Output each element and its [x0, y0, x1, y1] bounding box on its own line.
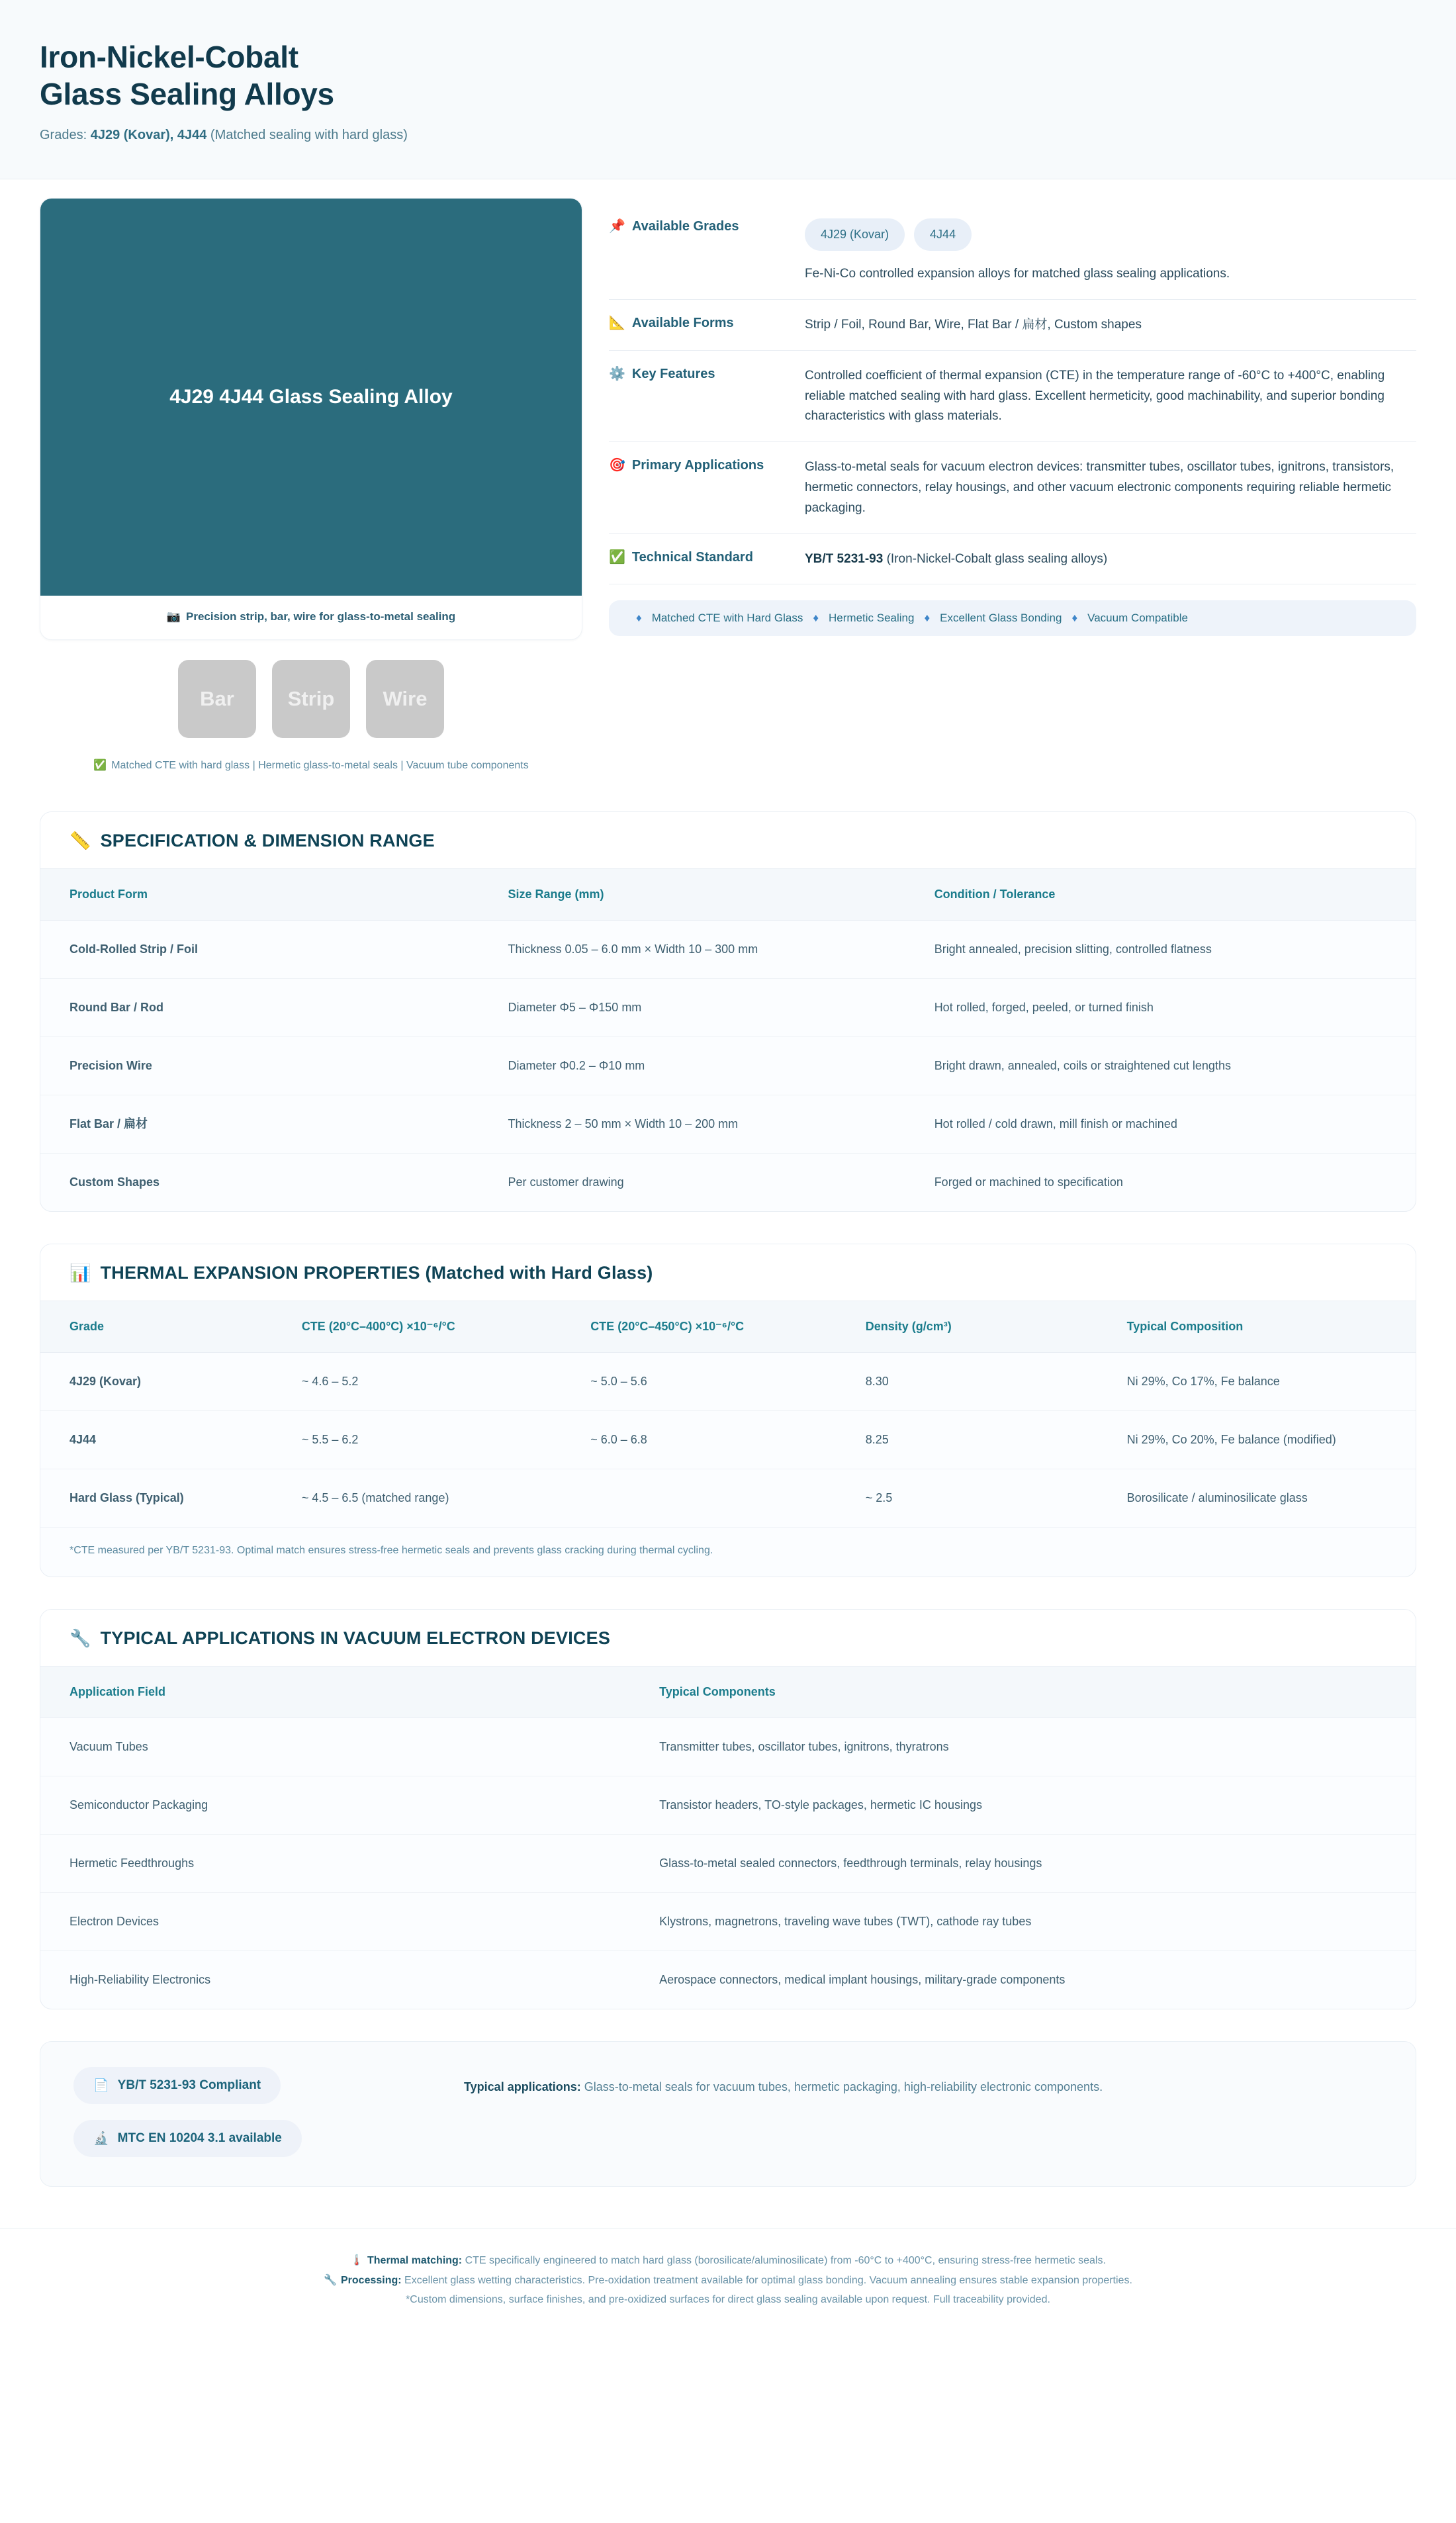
- info-row-key-features: [609, 351, 1416, 442]
- cell-composition: Ni 29%, Co 20%, Fe balance (modified): [1127, 1411, 1416, 1469]
- applications-section: [40, 1609, 1416, 2009]
- badge-mtc-available: [73, 2120, 302, 2157]
- certification-summary-text: Glass-to-metal seals for vacuum tubes, hermetic packaging, high-reliability electronic components.: [580, 2080, 1103, 2094]
- cell-composition: Borosilicate / aluminosilicate glass: [1126, 1491, 1308, 1505]
- cell-cte-400: ~ 4.6 – 5.2: [302, 1353, 590, 1411]
- product-media-note: [40, 758, 582, 773]
- cell-density: ~ 2.5: [865, 1491, 893, 1505]
- cell-grade: 4J29 (Kovar): [40, 1353, 302, 1411]
- cell-condition: Hot rolled, forged, peeled, or turned finish: [934, 979, 1416, 1037]
- product-image-caption: [40, 596, 582, 639]
- footer-note-thermal-matching-text: CTE specifically engineered to match hard glass (borosilicate/aluminosilicate) from -60°C to +400°C, ensuring stress-free hermetic seals.: [462, 2255, 1106, 2267]
- cell-cte-450: ~ 6.0 – 6.8: [590, 1411, 866, 1469]
- column-header-typical-components: Typical Components: [659, 1667, 1416, 1718]
- cell-application-field: Semiconductor Packaging: [40, 1776, 659, 1835]
- camera-icon: 📷: [166, 610, 181, 623]
- footer-note-thermal-matching: [132, 2251, 1324, 2270]
- cell-application-field: Vacuum Tubes: [40, 1718, 659, 1776]
- cell-size-range: Per customer drawing: [508, 1175, 624, 1189]
- thermal-expansion-table: [40, 1301, 1416, 1527]
- wrench-icon-footer: 🔧: [324, 2274, 337, 2286]
- info-row-available-forms: [609, 300, 1416, 351]
- technical-standard-description: (Iron-Nickel-Cobalt glass sealing alloys): [883, 551, 1108, 566]
- column-header-application-field: Application Field: [40, 1667, 659, 1718]
- feature-item-4: Vacuum Compatible: [1087, 612, 1188, 625]
- column-header-cte-450: CTE (20°C–450°C) ×10⁻⁶/°C: [590, 1301, 866, 1353]
- info-row-available-grades-value: [805, 218, 1416, 285]
- wrench-icon: 🔧: [69, 1628, 91, 1649]
- grade-chip-4j29[interactable]: 4J29 (Kovar): [805, 218, 905, 251]
- table-row: [40, 1776, 1416, 1835]
- grade-chip-4j44[interactable]: 4J44: [914, 218, 972, 251]
- table-row: [40, 1037, 1416, 1095]
- specification-section-title: [40, 812, 1416, 868]
- page-title-line-1: Iron-Nickel-Cobalt: [40, 40, 298, 74]
- cell-grade: 4J44: [40, 1411, 302, 1469]
- footer-note-thermal-matching-label: Thermal matching:: [367, 2255, 463, 2267]
- table-header-row: [40, 1667, 1416, 1718]
- info-row-key-features-label-text: Key Features: [631, 366, 715, 381]
- triangular-ruler-icon: 📐: [609, 316, 625, 331]
- cell-typical-components: Transmitter tubes, oscillator tubes, ignitrons, thyratrons: [659, 1718, 1416, 1776]
- thermal-expansion-section-title-text: THERMAL EXPANSION PROPERTIES (Matched with Hard Glass): [100, 1263, 653, 1283]
- document-icon: 📄: [93, 2079, 109, 2093]
- info-row-available-grades-label: [609, 218, 793, 236]
- info-row-available-forms-label-text: Available Forms: [631, 316, 734, 331]
- cell-product-form: Flat Bar / 扁材: [40, 1095, 508, 1154]
- thermal-expansion-note: *CTE measured per YB/T 5231-93. Optimal match ensures stress-free hermetic seals and prevents glass cracking during thermal cycling.: [40, 1527, 1416, 1577]
- footer-notes: [0, 2228, 1456, 2339]
- cell-cte-450: [590, 1469, 866, 1528]
- thermometer-icon: 🌡️: [350, 2255, 363, 2267]
- cell-grade: Hard Glass (Typical): [69, 1491, 184, 1505]
- certification-section: [40, 2041, 1416, 2187]
- cell-condition: Bright drawn, annealed, coils or straightened cut lengths: [934, 1037, 1416, 1095]
- info-row-primary-applications-value: Glass-to-metal seals for vacuum electron devices: transmitter tubes, oscillator tubes, ignitrons, transistors, hermetic connectors, relay housings, and other vacuum electronic components requiring reliable hermetic packaging.: [805, 460, 1394, 515]
- table-row: [40, 921, 1416, 979]
- feature-item-3: Excellent Glass Bonding: [940, 612, 1062, 625]
- check-mark-icon: ✅: [93, 760, 107, 772]
- cell-size-range: Thickness 0.05 – 6.0 mm × Width 10 – 300 mm: [508, 921, 934, 979]
- info-row-available-forms-value: Strip / Foil, Round Bar, Wire, Flat Bar / 扁材, Custom shapes: [805, 318, 1142, 332]
- product-image-placeholder: [40, 199, 582, 596]
- cell-application-field: Hermetic Feedthroughs: [40, 1835, 659, 1893]
- applications-section-title-text: TYPICAL APPLICATIONS IN VACUUM ELECTRON DEVICES: [100, 1628, 611, 1649]
- product-image-label: 4J29 4J44 Glass Sealing Alloy: [169, 386, 453, 408]
- table-header-row: [40, 869, 1416, 921]
- cell-condition: Hot rolled / cold drawn, mill finish or machined: [934, 1095, 1416, 1154]
- subtitle-grades: 4J29 (Kovar), 4J44: [90, 128, 207, 143]
- specification-section-title-text: SPECIFICATION & DIMENSION RANGE: [100, 831, 435, 851]
- info-row-available-grades-label-text: Available Grades: [631, 219, 739, 234]
- cell-size-range: Thickness 2 – 50 mm × Width 10 – 200 mm: [508, 1095, 934, 1154]
- cell-product-form: Custom Shapes: [69, 1175, 160, 1189]
- technical-standard-code: YB/T 5231-93: [805, 551, 884, 566]
- microscope-icon: 🔬: [93, 2132, 109, 2146]
- column-header-product-form: Product Form: [40, 869, 508, 921]
- info-row-key-features-value: Controlled coefficient of thermal expansion (CTE) in the temperature range of -60°C to +400°C, enabling reliable matched sealing with hard glass. Excellent hermeticity, good machinability, and superior bonding characteristics with glass materials.: [805, 368, 1385, 424]
- page-header: [0, 0, 1456, 179]
- applications-section-title: [40, 1610, 1416, 1666]
- certification-summary-label: Typical applications:: [464, 2080, 581, 2094]
- table-row: [40, 1893, 1416, 1951]
- info-row-primary-applications: [609, 442, 1416, 533]
- info-row-available-grades: [609, 203, 1416, 300]
- info-row-primary-applications-label-text: Primary Applications: [631, 458, 764, 473]
- info-row-available-forms-label: [609, 314, 793, 332]
- table-row: [40, 1154, 1416, 1212]
- specification-table: [40, 868, 1416, 1211]
- pushpin-icon: 📌: [609, 219, 625, 234]
- cell-size-range: Diameter Φ0.2 – Φ10 mm: [508, 1037, 934, 1095]
- thermal-expansion-section-title: [40, 1244, 1416, 1301]
- table-row: [40, 1411, 1416, 1469]
- column-header-condition-tolerance: Condition / Tolerance: [934, 869, 1416, 921]
- cell-typical-components: Glass-to-metal sealed connectors, feedthrough terminals, relay housings: [659, 1835, 1416, 1893]
- cell-typical-components: Transistor headers, TO-style packages, hermetic IC housings: [659, 1776, 1416, 1835]
- cell-application-field: Electron Devices: [40, 1893, 659, 1951]
- footer-note-custom: *Custom dimensions, surface finishes, and pre-oxidized surfaces for direct glass sealing available upon request. Full traceability provided.: [406, 2293, 1050, 2305]
- cell-density: 8.25: [866, 1411, 1127, 1469]
- info-row-primary-applications-label: [609, 457, 793, 475]
- info-row-technical-standard-label: [609, 549, 793, 567]
- badge-mtc-available-label: MTC EN 10204 3.1 available: [117, 2131, 282, 2146]
- feature-highlight-bar: [609, 600, 1416, 636]
- column-header-cte-400: CTE (20°C–400°C) ×10⁻⁶/°C: [302, 1301, 590, 1353]
- product-image-card: [40, 198, 582, 640]
- table-row: [40, 1095, 1416, 1154]
- info-row-technical-standard-label-text: Technical Standard: [631, 549, 753, 565]
- info-row-technical-standard: [609, 534, 1416, 585]
- info-row-key-features-label: [609, 365, 793, 383]
- feature-item-2: Hermetic Sealing: [829, 612, 915, 625]
- cell-composition: Ni 29%, Co 17%, Fe balance: [1127, 1353, 1416, 1411]
- cell-size-range: Diameter Φ5 – Φ150 mm: [508, 979, 934, 1037]
- table-row: [40, 1835, 1416, 1893]
- cell-product-form: Cold-Rolled Strip / Foil: [40, 921, 508, 979]
- cell-cte-400: ~ 4.5 – 6.5 (matched range): [301, 1491, 449, 1505]
- table-header-row: [40, 1301, 1416, 1353]
- page-title-line-2: Glass Sealing Alloys: [40, 77, 334, 112]
- cell-typical-components: Klystrons, magnetrons, traveling wave tubes (TWT), cathode ray tubes: [659, 1893, 1416, 1951]
- footer-note-processing: [132, 2271, 1324, 2290]
- thermal-expansion-section: [40, 1244, 1416, 1577]
- diamond-bullet-icon-3: ♦: [924, 612, 931, 625]
- table-row: [40, 1469, 1416, 1528]
- grade-chip-list: [805, 218, 1416, 251]
- hero-body: [0, 179, 1456, 780]
- cell-application-field: High-Reliability Electronics: [69, 1973, 211, 1987]
- subtitle-prefix: Grades:: [40, 128, 91, 143]
- product-image-caption-text: Precision strip, bar, wire for glass-to-metal sealing: [185, 610, 456, 623]
- diamond-bullet-icon-4: ♦: [1071, 612, 1078, 625]
- column-header-typical-composition: Typical Composition: [1127, 1301, 1416, 1353]
- info-row-technical-standard-value: [805, 549, 1416, 570]
- footer-note-processing-text: Excellent glass wetting characteristics. Pre-oxidation treatment available for optimal glass bonding. Vacuum annealing ensures stable expansion properties.: [401, 2274, 1132, 2286]
- grades-description: Fe-Ni-Co controlled expansion alloys for matched glass sealing applications.: [805, 267, 1230, 281]
- bar-chart-icon: 📊: [69, 1263, 91, 1283]
- product-info-column: [609, 198, 1416, 636]
- cell-condition: Bright annealed, precision slitting, controlled flatness: [934, 921, 1416, 979]
- product-media-column: [40, 198, 582, 773]
- cell-density: 8.30: [866, 1353, 1127, 1411]
- straight-ruler-icon: 📏: [69, 831, 91, 851]
- diamond-bullet-icon-2: ♦: [813, 612, 819, 625]
- check-mark-button-icon: ✅: [609, 549, 625, 565]
- column-header-size-range: Size Range (mm): [508, 869, 934, 921]
- column-header-grade: Grade: [40, 1301, 302, 1353]
- certification-badge-list: [73, 2067, 431, 2157]
- badge-standard-compliant: [73, 2067, 281, 2104]
- cell-product-form: Precision Wire: [40, 1037, 508, 1095]
- thumbnail-strip[interactable]: Strip: [272, 660, 350, 738]
- table-row: [40, 1951, 1416, 2009]
- product-info-rows: [609, 203, 1416, 584]
- thumbnail-wire[interactable]: Wire: [366, 660, 444, 738]
- page-title: [40, 38, 1416, 113]
- column-header-density: Density (g/cm³): [866, 1301, 1127, 1353]
- specification-section: [40, 811, 1416, 1212]
- cell-cte-450: ~ 5.0 – 5.6: [590, 1353, 866, 1411]
- applications-table: [40, 1666, 1416, 2009]
- table-row: [40, 979, 1416, 1037]
- product-media-note-text: Matched CTE with hard glass | Hermetic glass-to-metal seals | Vacuum tube components: [111, 760, 529, 772]
- cell-typical-components: Aerospace connectors, medical implant housings, military-grade components: [659, 1973, 1066, 1987]
- badge-standard-compliant-label: YB/T 5231-93 Compliant: [117, 2078, 261, 2093]
- certification-summary: [464, 2067, 1383, 2097]
- footer-note-processing-label: Processing:: [341, 2274, 402, 2286]
- product-thumbnail-list: [40, 660, 582, 738]
- feature-item-1: Matched CTE with Hard Glass: [651, 612, 803, 625]
- cell-condition: Forged or machined to specification: [934, 1175, 1123, 1189]
- thumbnail-bar[interactable]: Bar: [178, 660, 256, 738]
- cell-product-form: Round Bar / Rod: [40, 979, 508, 1037]
- page-subtitle: [40, 126, 1416, 144]
- cell-cte-400: ~ 5.5 – 6.2: [302, 1411, 590, 1469]
- subtitle-suffix: (Matched sealing with hard glass): [206, 128, 408, 143]
- target-icon: 🎯: [609, 458, 625, 473]
- diamond-bullet-icon-1: ♦: [636, 612, 642, 625]
- gear-icon: ⚙️: [609, 366, 625, 381]
- table-row: [40, 1353, 1416, 1411]
- table-row: [40, 1718, 1416, 1776]
